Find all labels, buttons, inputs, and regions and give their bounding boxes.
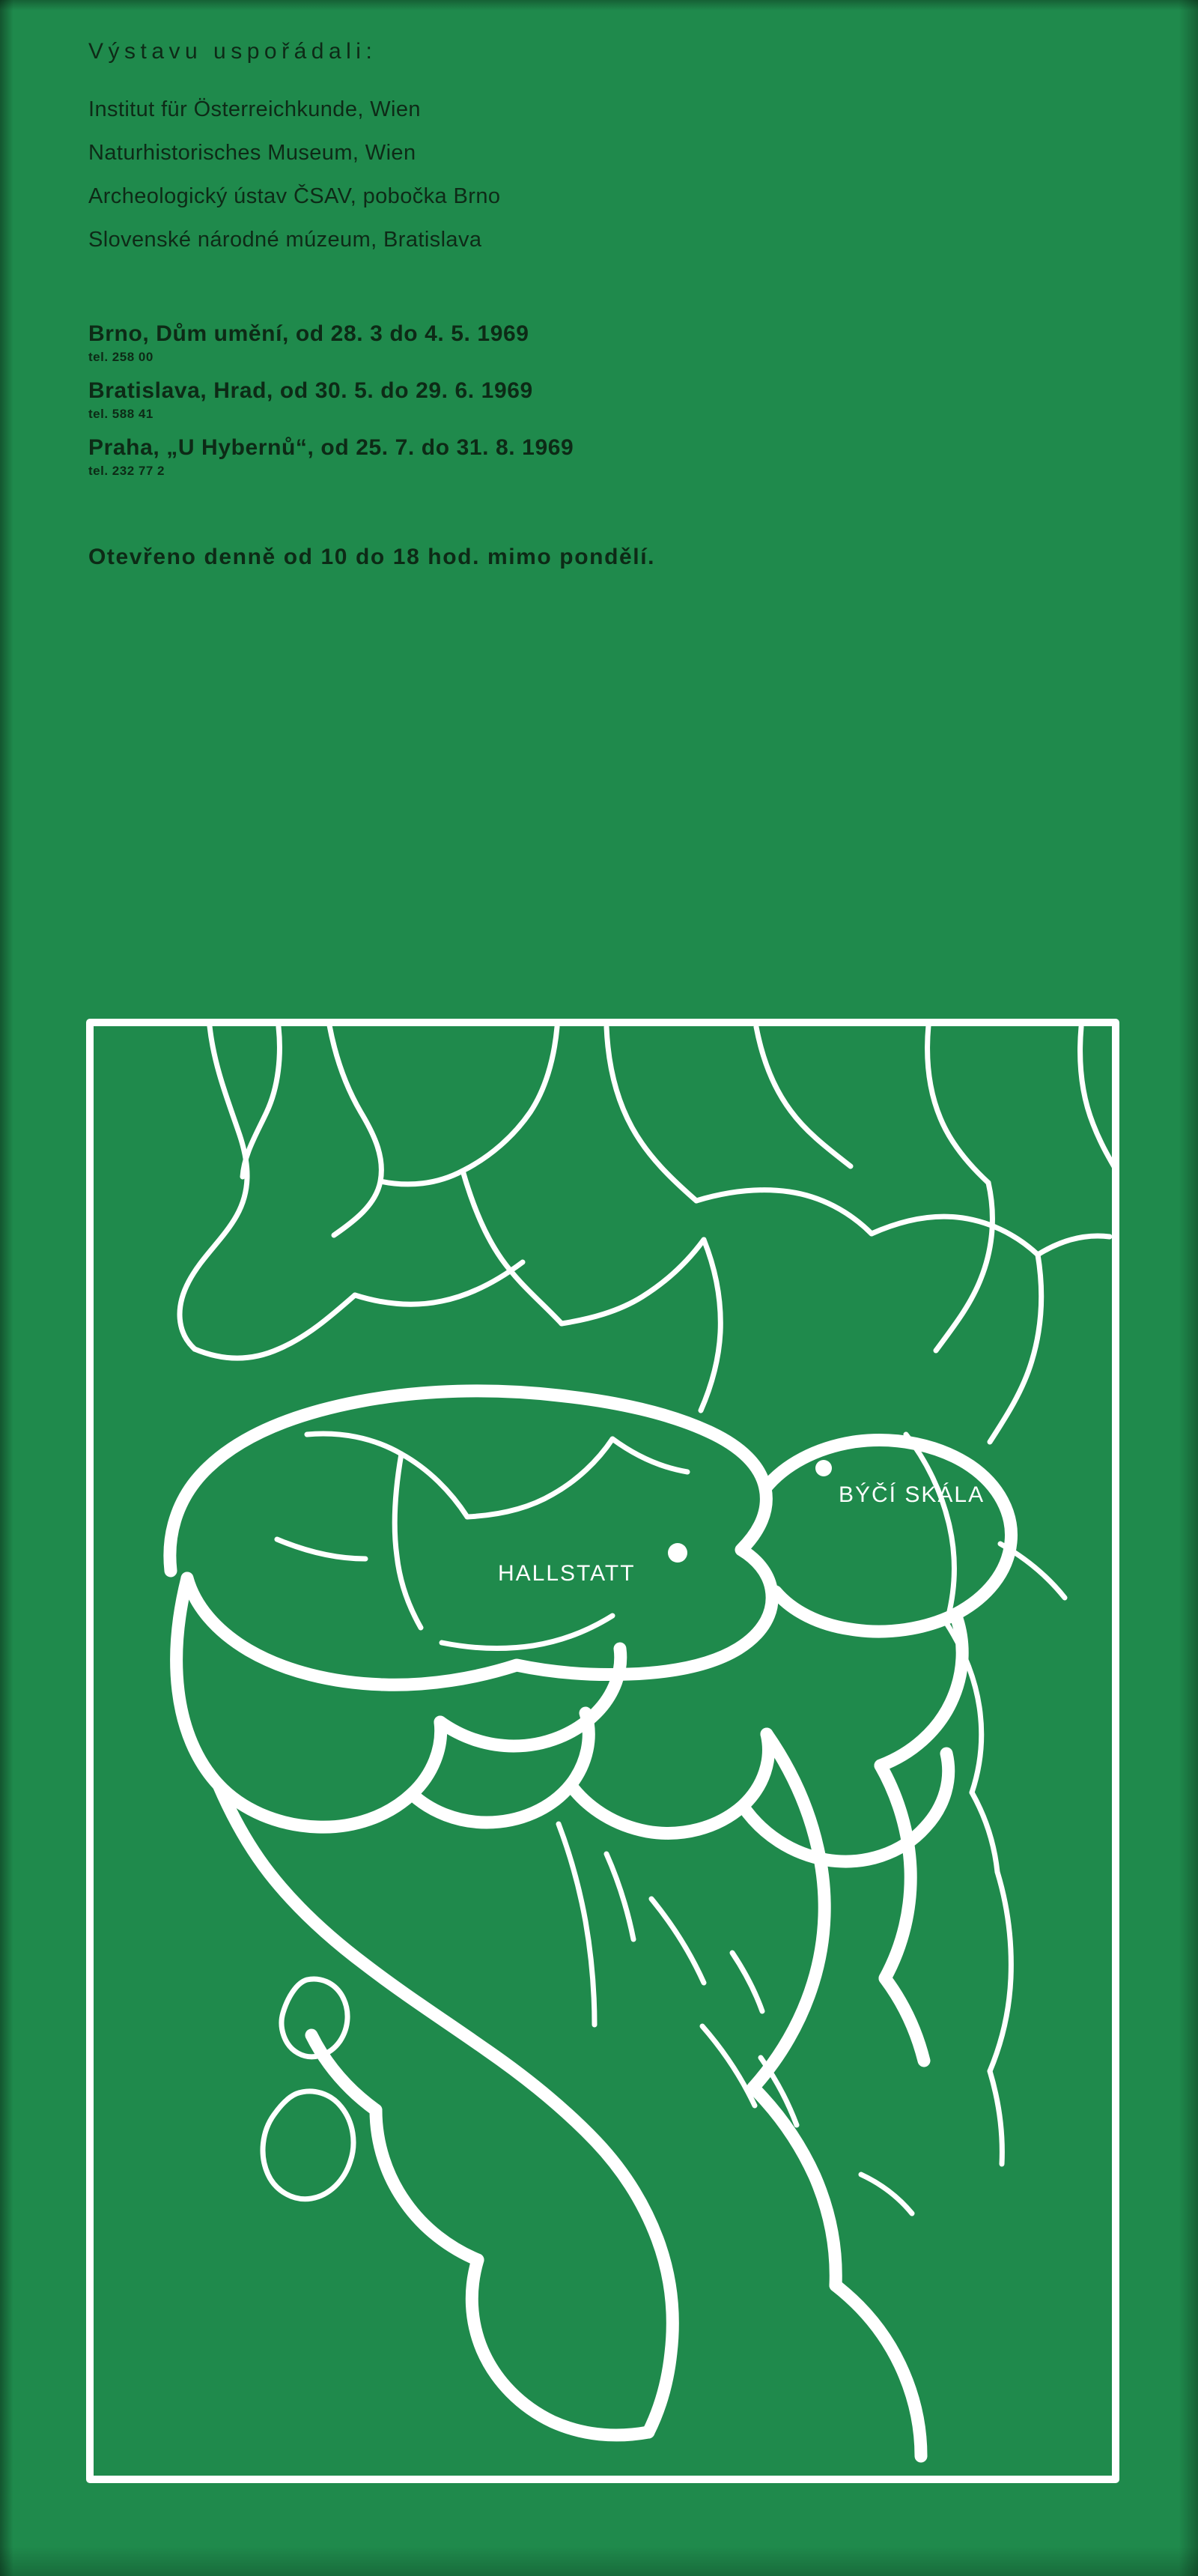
venue-entry: [88, 435, 1153, 479]
poster-text-block: [88, 39, 1153, 570]
list-item: Naturhistorisches Museum, Wien: [88, 141, 416, 165]
list-item: Institut für Österreichkunde, Wien: [88, 97, 421, 121]
map-label-hallstatt: HALLSTATT: [498, 1561, 636, 1586]
site-dot-hallstatt: [668, 1543, 687, 1563]
map-coastlines: [180, 1025, 1116, 2213]
site-dot-byci-skala: [815, 1460, 832, 1476]
map-label-byci-skala: BÝČÍ SKÁLA: [839, 1482, 985, 1507]
venue-line: Bratislava, Hrad, od 30. 5. do 29. 6. 1969: [88, 378, 533, 403]
map-frame: [90, 1022, 1116, 2479]
venue-line: Praha, „U Hybernů“, od 25. 7. do 31. 8. 1969: [88, 435, 574, 460]
venue-line: Brno, Dům umění, od 28. 3 do 4. 5. 1969: [88, 321, 529, 346]
map-culture-outlines: [170, 1391, 1012, 2456]
paper-bottom-edge: [0, 2546, 1198, 2576]
organizers-heading: Výstavu uspořádali:: [88, 39, 377, 64]
venue-entry: [88, 321, 1153, 365]
venues-list: [88, 321, 1153, 479]
map-illustration: [82, 1015, 1123, 2487]
list-item: Archeologický ústav ČSAV, pobočka Brno: [88, 184, 501, 208]
venue-telephone: tel. 258 00: [88, 350, 153, 364]
venue-telephone: tel. 588 41: [88, 407, 153, 421]
venue-entry: [88, 378, 1153, 422]
paper-top-edge: [0, 0, 1198, 10]
opening-hours: Otevřeno denně od 10 do 18 hod. mimo pondělí.: [88, 545, 656, 569]
venue-telephone: tel. 232 77 2: [88, 464, 165, 478]
organizers-list: [88, 97, 1153, 252]
list-item: Slovenské národné múzeum, Bratislava: [88, 228, 482, 252]
map-svg: [82, 1015, 1123, 2487]
